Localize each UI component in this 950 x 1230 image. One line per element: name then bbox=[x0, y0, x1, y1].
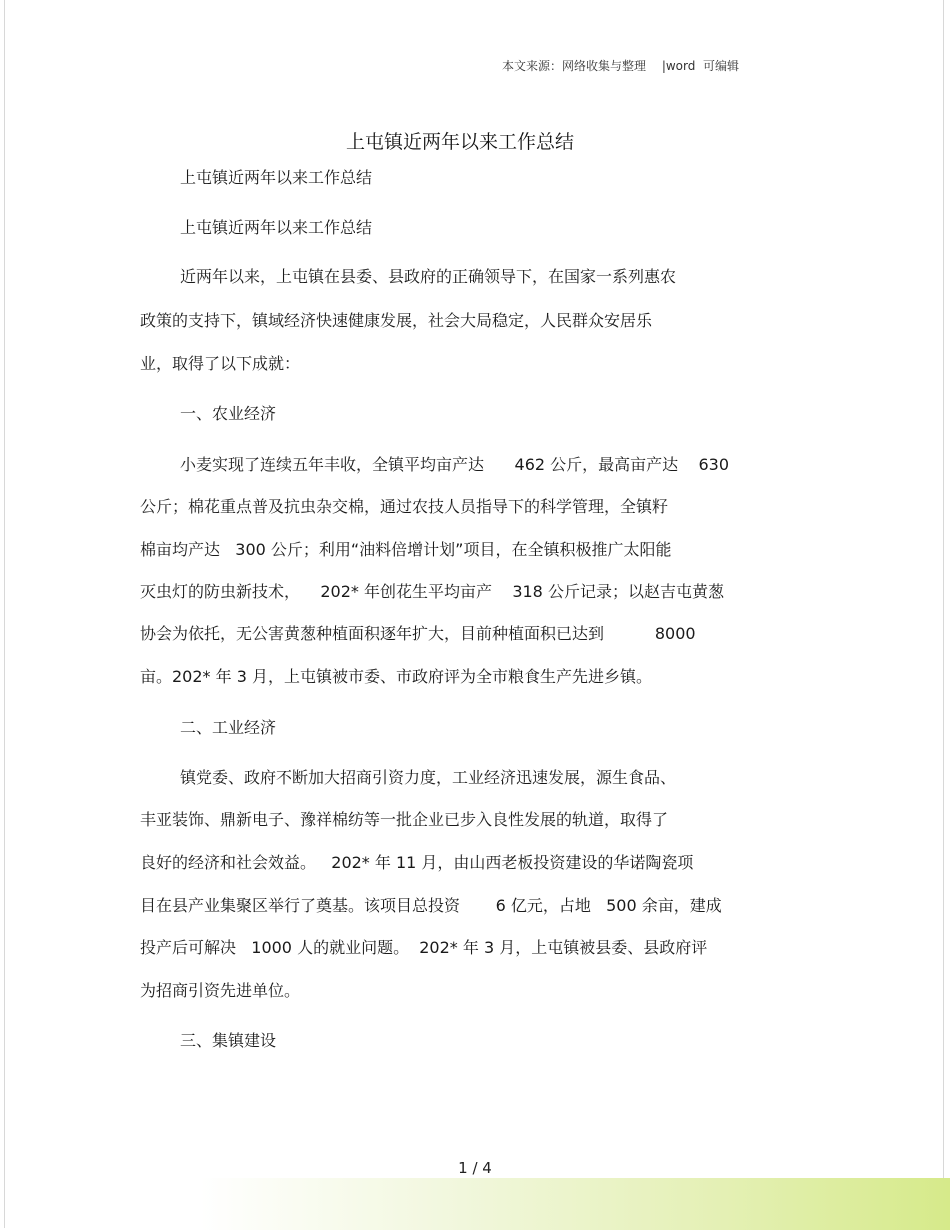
paragraph-line: 亩。202* 年 3 月，上屯镇被市委、市政府评为全市粮食生产先进乡镇。 bbox=[140, 667, 652, 686]
document-title: 上屯镇近两年以来工作总结 bbox=[345, 131, 574, 153]
paragraph-line: 棉亩均产达 300 公斤；利用“油料倍增计划”项目，在全镇积极推广太阳能 bbox=[140, 540, 672, 559]
paragraph-line: 为招商引资先进单位。 bbox=[140, 981, 301, 1000]
paragraph-line: 镇党委、政府不断加大招商引资力度，工业经济迅速发展，源生食品、 bbox=[180, 768, 677, 787]
page-frame bbox=[4, 0, 944, 1228]
header-source-note: 本文来源：网络收集与整理 |word 可编辑 bbox=[502, 59, 739, 73]
subtitle-line: 上屯镇近两年以来工作总结 bbox=[180, 168, 373, 187]
intro-line: 业，取得了以下成就： bbox=[140, 354, 301, 373]
paragraph-line: 灭虫灯的防虫新技术， 202* 年创花生平均亩产 318 公斤记录；以赵吉屯黄葱 bbox=[140, 582, 724, 601]
page-number: 1 / 4 bbox=[458, 1159, 492, 1177]
section-heading: 一、农业经济 bbox=[180, 404, 277, 423]
paragraph-line: 小麦实现了连续五年丰收，全镇平均亩产达 462 公斤，最高亩产达 630 bbox=[180, 455, 730, 474]
paragraph-line: 丰亚装饰、鼎新电子、豫祥棉纺等一批企业已步入良性发展的轨道，取得了 bbox=[140, 810, 669, 829]
section-heading: 三、集镇建设 bbox=[180, 1031, 277, 1050]
paragraph-line: 公斤；棉花重点普及抗虫杂交棉，通过农技人员指导下的科学管理，全镇籽 bbox=[140, 497, 669, 516]
subtitle-line: 上屯镇近两年以来工作总结 bbox=[180, 218, 373, 237]
section-heading: 二、工业经济 bbox=[180, 718, 277, 737]
paragraph-line: 目在县产业集聚区举行了奠基。该项目总投资 6 亿元，占地 500 余亩，建成 bbox=[140, 896, 722, 915]
footer-decoration bbox=[200, 1178, 950, 1230]
paragraph-line: 良好的经济和社会效益。 202* 年 11 月，由山西老板投资建设的华诺陶瓷项 bbox=[140, 853, 694, 872]
paragraph-line: 投产后可解决 1000 人的就业问题。 202* 年 3 月，上屯镇被县委、县政府评 bbox=[140, 938, 708, 957]
intro-line: 政策的支持下，镇域经济快速健康发展，社会大局稳定，人民群众安居乐 bbox=[140, 311, 653, 330]
intro-line: 近两年以来，上屯镇在县委、县政府的正确领导下，在国家一系列惠农 bbox=[180, 267, 677, 286]
paragraph-line: 协会为依托，无公害黄葱种植面积逐年扩大，目前种植面积已达到 8000 bbox=[140, 624, 696, 643]
